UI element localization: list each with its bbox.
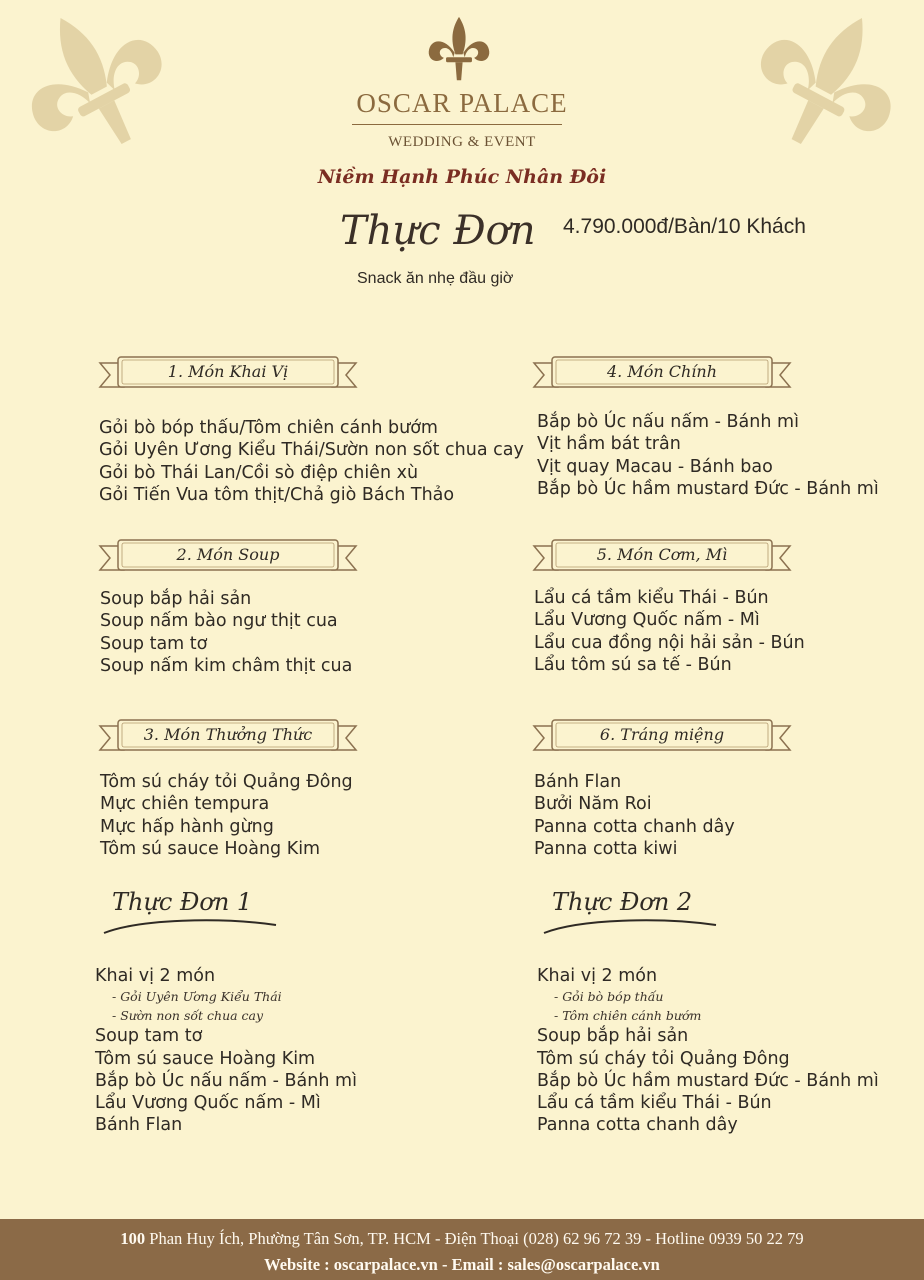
list-item: Panna cotta chanh dây <box>534 816 735 837</box>
section-title: 4. Món Chính <box>606 362 718 381</box>
section-banner <box>98 355 358 395</box>
footer-contact-line <box>0 1229 924 1249</box>
list-item: Bắp bò Úc nấu nấm - Bánh mì <box>95 1070 357 1091</box>
list-item: Mực hấp hành gừng <box>100 816 274 837</box>
section-banner <box>532 718 792 758</box>
list-item: Tôm sú sauce Hoàng Kim <box>95 1048 316 1069</box>
set-menu-list <box>537 965 879 1137</box>
section-title: 3. Món Thưởng Thức <box>143 725 313 744</box>
section-banner <box>98 538 358 578</box>
list-item: Bắp bò Úc hầm mustard Đức - Bánh mì <box>537 478 879 499</box>
list-item: Khai vị 2 món <box>95 966 216 986</box>
list-item: Soup tam tơ <box>95 1026 203 1047</box>
section-title: 1. Món Khai Vị <box>167 362 289 381</box>
list-item: Panna cotta chanh dây <box>537 1115 738 1136</box>
list-item: Panna cotta kiwi <box>534 838 678 859</box>
list-item: Gỏi bò bóp thấu/Tôm chiên cánh bướm <box>99 418 438 438</box>
section-item-list <box>100 771 353 860</box>
list-item: Vịt quay Macau - Bánh bao <box>537 456 773 477</box>
list-item: Lẩu cá tầm kiểu Thái - Bún <box>534 588 769 608</box>
menu-title: Thực Đơn <box>340 208 536 254</box>
list-item: Bánh Flan <box>534 772 622 792</box>
brand-name: OSCAR PALACE <box>356 88 568 118</box>
swoosh-icon <box>100 915 280 937</box>
list-item: Gỏi bò Thái Lan/Cồi sò điệp chiên xù <box>99 462 419 483</box>
list-item: - Gỏi Uyên Ương Kiểu Thái <box>112 989 282 1005</box>
list-item: Bắp bò Úc nấu nấm - Bánh mì <box>537 412 799 432</box>
list-item: Tôm sú sauce Hoàng Kim <box>100 838 321 859</box>
list-item: Soup bắp hải sản <box>537 1026 689 1047</box>
tagline: Niềm Hạnh Phúc Nhân Đôi <box>317 166 607 188</box>
list-item: Soup nấm bào ngư thịt cua <box>100 611 338 632</box>
footer-web-line: Website : oscarpalace.vn - Email : sales@oscarpalace.vn <box>264 1255 660 1274</box>
swoosh-icon <box>540 915 720 937</box>
menu-price: 4.790.000đ/Bàn/10 Khách <box>563 215 806 238</box>
section-banner <box>532 538 792 578</box>
list-item: Tôm sú cháy tỏi Quảng Đông <box>100 772 353 792</box>
brand-subtitle: WEDDING & EVENT <box>388 134 536 150</box>
list-item: Soup bắp hải sản <box>100 589 252 609</box>
section-banner <box>532 355 792 395</box>
set-menu-title: Thực Đơn 2 <box>552 888 693 916</box>
address-number: 100 <box>120 1229 146 1248</box>
set-menu-list <box>95 965 357 1137</box>
list-item: Bánh Flan <box>95 1115 183 1136</box>
list-item: Gỏi Tiến Vua tôm thịt/Chả giò Bách Thảo <box>99 484 455 505</box>
list-item: Gỏi Uyên Ương Kiểu Thái/Sườn non sốt chua cay <box>99 440 524 461</box>
section-item-list <box>100 588 352 677</box>
footer-address: Phan Huy Ích, Phường Tân Sơn, TP. HCM - Điện Thoại (028) 62 96 72 39 - Hotline 0939 50 22 79 <box>149 1229 804 1248</box>
section-item-list <box>534 587 805 676</box>
section-banner <box>98 718 358 758</box>
list-item: - Gỏi bò bóp thấu <box>554 989 664 1005</box>
list-item: Bắp bò Úc hầm mustard Đức - Bánh mì <box>537 1070 879 1091</box>
list-item: - Sườn non sốt chua cay <box>112 1008 264 1024</box>
list-item: Khai vị 2 món <box>537 966 658 986</box>
fleur-de-lis-icon <box>420 14 498 86</box>
section-item-list <box>534 771 735 860</box>
set-menu-title: Thực Đơn 1 <box>112 888 253 916</box>
list-item: Lẩu cá tầm kiểu Thái - Bún <box>537 1093 772 1114</box>
list-item: Soup nấm kim châm thịt cua <box>100 655 353 676</box>
list-item: Lẩu tôm sú sa tế - Bún <box>534 654 732 675</box>
section-title: 5. Món Cơm, Mì <box>596 545 728 564</box>
list-item: - Tôm chiên cánh bướm <box>554 1008 702 1024</box>
list-item: Lẩu cua đồng nội hải sản - Bún <box>534 632 805 653</box>
list-item: Tôm sú cháy tỏi Quảng Đông <box>537 1048 790 1069</box>
menu-subtitle: Snack ăn nhẹ đầu giờ <box>357 270 514 287</box>
list-item: Lẩu Vương Quốc nấm - Mì <box>95 1093 321 1114</box>
list-item: Lẩu Vương Quốc nấm - Mì <box>534 610 760 631</box>
list-item: Soup tam tơ <box>100 633 208 654</box>
list-item: Bưởi Năm Roi <box>534 794 652 815</box>
footer <box>0 1219 924 1280</box>
section-item-list <box>99 417 524 506</box>
brand-divider <box>352 124 562 125</box>
section-title: 6. Tráng miệng <box>599 725 725 744</box>
section-title: 2. Món Soup <box>176 545 280 564</box>
section-item-list <box>537 411 879 500</box>
list-item: Vịt hầm bát trân <box>537 434 681 455</box>
list-item: Mực chiên tempura <box>100 794 270 815</box>
